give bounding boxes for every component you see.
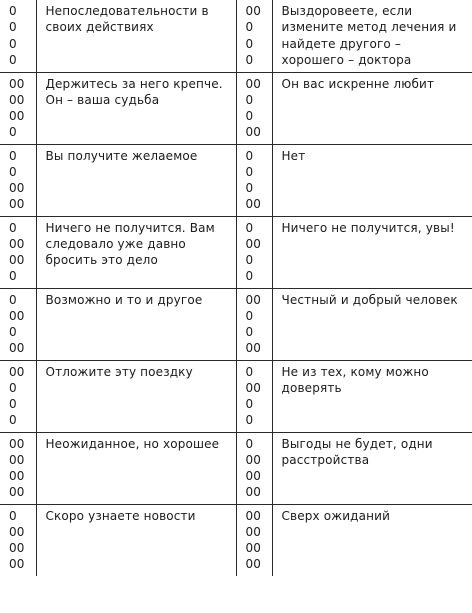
code-line: 0 [9, 220, 17, 235]
code-line: 0 [9, 269, 17, 284]
code-line: 00 [9, 524, 25, 539]
left-answer-cell [36, 432, 236, 504]
left-answer-cell [36, 216, 236, 288]
code-line: 00 [245, 541, 262, 556]
right-answer-cell [272, 144, 472, 216]
code-line: 0 [9, 508, 17, 523]
code-line: 00 [9, 341, 25, 356]
code-line: 0 [245, 325, 254, 340]
code-line: 00 [9, 452, 25, 467]
code-line: 0 [9, 148, 17, 163]
left-code-cell [0, 288, 36, 360]
answer-text: Нет [281, 148, 306, 163]
code-line: 00 [9, 436, 25, 451]
answer-text: Он вас искренне любит [281, 76, 435, 91]
right-code-cell [236, 216, 272, 288]
code-line: 0 [245, 164, 254, 179]
code-line: 00 [9, 485, 25, 500]
left-answer-cell [36, 72, 236, 144]
answer-text: Ничего не получится, увы! [281, 220, 455, 235]
code-line: 00 [245, 524, 262, 539]
code-line: 00 [9, 253, 25, 268]
answer-text: Честный и добрый человек [281, 292, 458, 307]
code-line: 00 [9, 181, 25, 196]
code-line: 0 [245, 92, 254, 107]
answer-text: Выгоды не будет, одни расстройства [281, 436, 433, 467]
right-answer-cell [272, 504, 472, 576]
right-answer-cell [272, 72, 472, 144]
right-answer-cell [272, 288, 472, 360]
code-line: 00 [9, 308, 25, 323]
right-code-cell [236, 0, 272, 72]
code-line: 0 [245, 36, 254, 51]
code-line: 00 [9, 197, 25, 212]
table-row [0, 0, 472, 72]
code-line: 0 [245, 181, 254, 196]
left-answer-cell [36, 144, 236, 216]
left-code-cell [0, 144, 36, 216]
table-row [0, 144, 472, 216]
left-answer-cell [36, 0, 236, 72]
code-line: 0 [9, 20, 17, 35]
code-line: 0 [245, 413, 254, 428]
code-line: 00 [9, 541, 25, 556]
code-line: 0 [245, 253, 254, 268]
right-answer-cell [272, 432, 472, 504]
answer-text: Непоследовательности в своих действиях [45, 4, 209, 35]
code-line: 00 [245, 485, 262, 500]
answer-text: Неожиданное, но хорошее [45, 436, 220, 451]
table-row [0, 504, 472, 576]
left-code-cell [0, 432, 36, 504]
right-answer-cell [272, 360, 472, 432]
right-code-cell [236, 504, 272, 576]
right-code-cell [236, 144, 272, 216]
code-line: 00 [245, 557, 262, 572]
answer-text: Возможно и то и другое [45, 292, 203, 307]
code-line: 00 [245, 380, 262, 395]
table-row [0, 216, 472, 288]
answer-text: Скоро узнаете новости [45, 508, 196, 523]
table-row [0, 288, 472, 360]
answer-text: Не из тех, кому можно доверять [281, 364, 429, 395]
code-line: 0 [9, 413, 17, 428]
code-line: 00 [9, 364, 25, 379]
code-line: 0 [245, 436, 254, 451]
left-code-cell [0, 216, 36, 288]
left-answer-cell [36, 288, 236, 360]
code-line: 0 [9, 397, 17, 412]
code-line: 00 [245, 76, 262, 91]
code-line: 00 [9, 92, 25, 107]
answer-text: Выздоровеете, если измените метод лечения и найдете другого – хорошего – доктора [281, 4, 457, 67]
code-line: 00 [9, 109, 25, 124]
left-code-cell [0, 0, 36, 72]
code-line: 00 [245, 125, 262, 140]
code-line: 0 [9, 380, 17, 395]
right-code-cell [236, 360, 272, 432]
code-line: 0 [9, 125, 17, 140]
code-line: 0 [9, 325, 17, 340]
right-code-cell [236, 72, 272, 144]
code-line: 0 [245, 397, 254, 412]
code-line: 0 [245, 109, 254, 124]
code-line: 0 [9, 292, 17, 307]
answer-text: Ничего не получится. Вам следовало уже давно бросить это дело [45, 220, 215, 268]
code-line: 0 [9, 164, 17, 179]
code-line: 0 [245, 364, 254, 379]
code-line: 00 [245, 469, 262, 484]
answer-text: Держитесь за него крепче. Он – ваша судьба [45, 76, 223, 107]
code-line: 00 [245, 197, 262, 212]
answer-text: Вы получите желаемое [45, 148, 198, 163]
code-line: 0 [9, 4, 17, 18]
code-line: 0 [245, 269, 254, 284]
code-line: 0 [245, 52, 254, 67]
left-answer-cell [36, 360, 236, 432]
answer-text: Сверх ожиданий [281, 508, 391, 523]
table-row [0, 360, 472, 432]
code-line: 0 [245, 148, 254, 163]
code-line: 00 [245, 236, 262, 251]
code-line: 0 [245, 308, 254, 323]
left-code-cell [0, 504, 36, 576]
left-code-cell [0, 360, 36, 432]
code-line: 00 [245, 292, 262, 307]
code-line: 00 [9, 76, 25, 91]
code-line: 0 [245, 220, 254, 235]
table-row [0, 432, 472, 504]
answer-text: Отложите эту поездку [45, 364, 193, 379]
code-line: 00 [245, 341, 262, 356]
code-line: 00 [9, 557, 25, 572]
left-answer-cell [36, 504, 236, 576]
right-code-cell [236, 288, 272, 360]
code-line: 00 [9, 236, 25, 251]
code-line: 00 [245, 508, 262, 523]
code-line: 0 [9, 36, 17, 51]
right-answer-cell [272, 0, 472, 72]
code-line: 00 [245, 4, 262, 18]
right-answer-cell [272, 216, 472, 288]
code-line: 0 [9, 52, 17, 67]
left-code-cell [0, 72, 36, 144]
code-line: 0 [245, 20, 254, 35]
table-row [0, 72, 472, 144]
code-line: 00 [9, 469, 25, 484]
right-code-cell [236, 432, 272, 504]
code-line: 00 [245, 452, 262, 467]
